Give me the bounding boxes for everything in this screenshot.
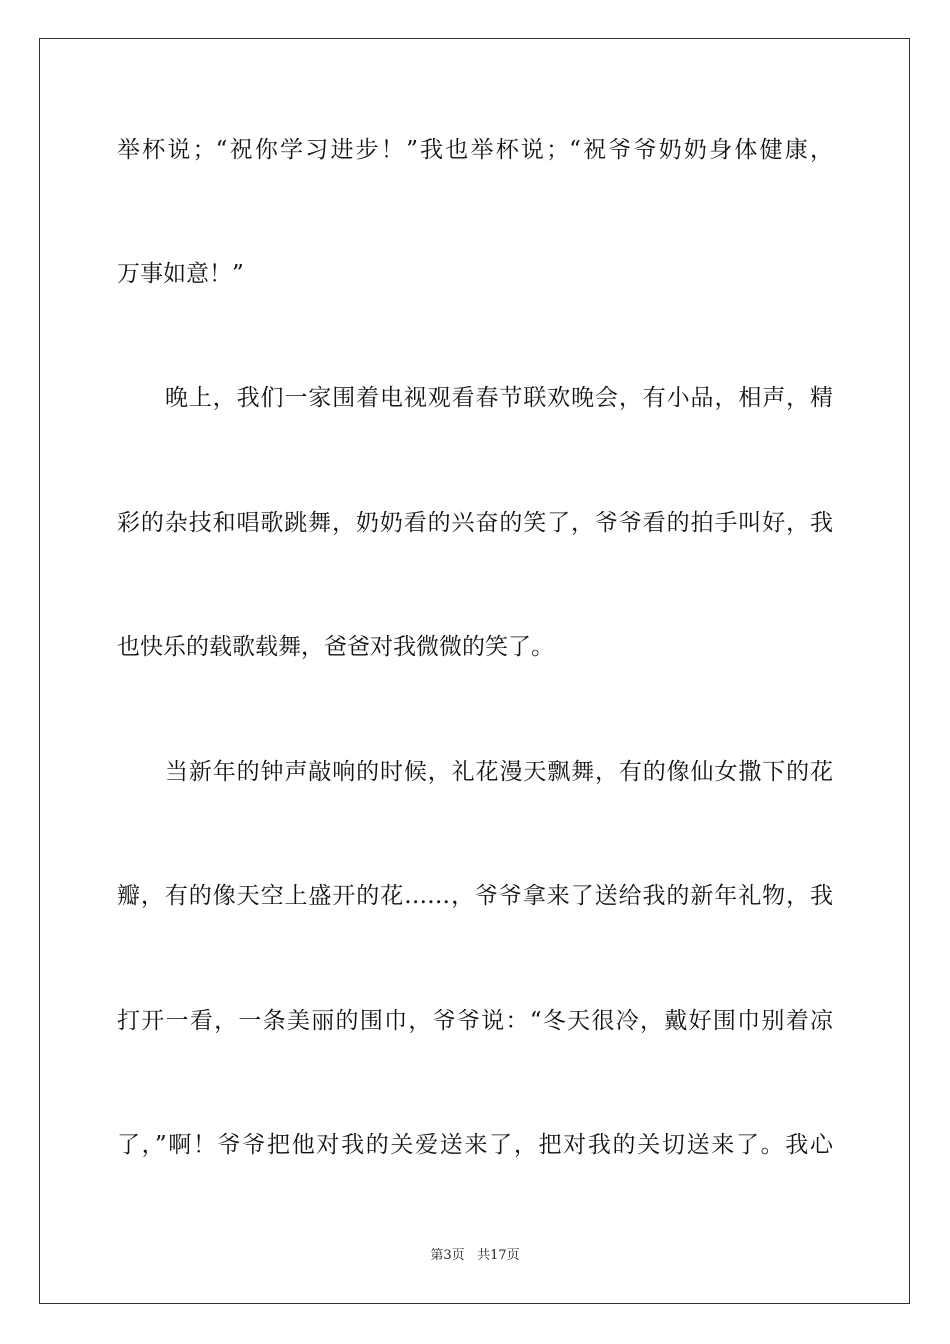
text-line-9: 了，”啊！爷爷把他对我的关爱送来了，把对我的关切送来了。我心	[117, 1132, 833, 1158]
text-line-5: 也快乐的载歌载舞，爸爸对我微微的笑了。	[117, 634, 554, 660]
text-line-4: 彩的杂技和唱歌跳舞，奶奶看的兴奋的笑了，爷爷看的拍手叫好，我	[117, 510, 833, 536]
text-line-7: 瓣，有的像天空上盛开的花……，爷爷拿来了送给我的新年礼物，我	[117, 883, 833, 909]
paragraph-start-line: 当新年的钟声敲响的时候，礼花漫天飘舞，有的像仙女撒下的花	[165, 759, 833, 785]
text-line-1: 举杯说；“祝你学习进步！”我也举杯说；“祝爷爷奶奶身体健康，	[117, 137, 833, 163]
page-number: 第3页	[430, 1248, 465, 1263]
paragraph-start-line: 晚上，我们一家围着电视观看春节联欢晚会，有小品，相声，精	[165, 385, 833, 411]
page-border	[39, 38, 910, 1304]
page-footer	[0, 1247, 950, 1265]
text-line-8: 打开一看，一条美丽的围巾，爷爷说：“冬天很冷，戴好围巾别着凉	[117, 1008, 833, 1034]
page-total: 共17页	[477, 1248, 520, 1263]
text-line-2: 万事如意！”	[117, 261, 244, 287]
